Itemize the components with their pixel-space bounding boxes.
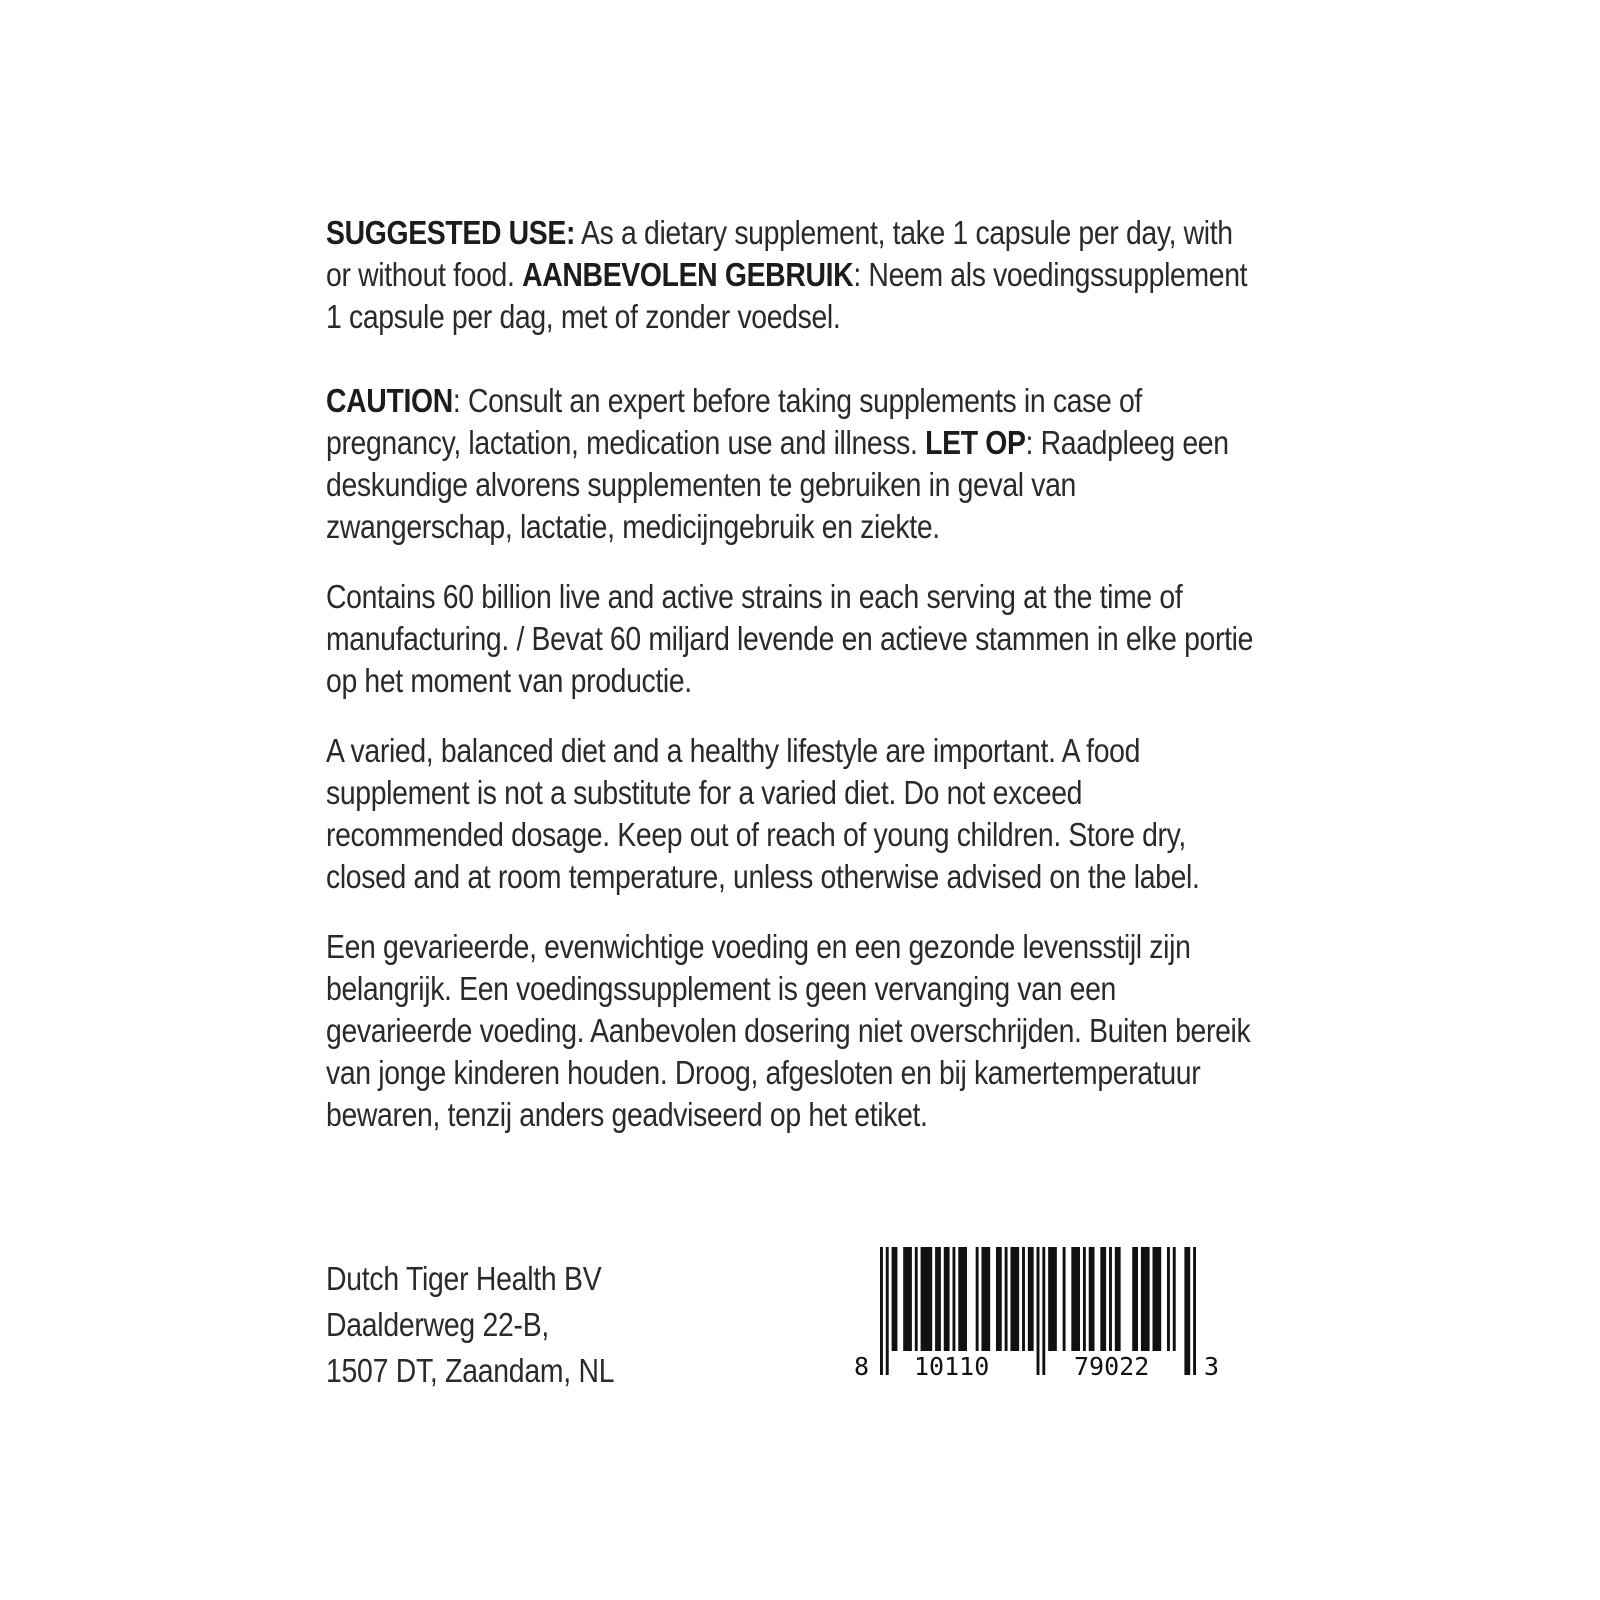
barcode-bar [1042, 1247, 1045, 1375]
disclaimer-nl-paragraph: Een gevarieerde, evenwichtige voeding en een gezonde levensstijl zijn belangrijk. Een voedingssupplement is geen vervanging van een gevarieerde voeding. Aanbevolen dosering niet overschrijden. Buiten bereik van jonge kinderen houden. Droog, afgesloten en bij kamertemperatuur bewaren, tenzij anders geadviseerd op het etiket. [326, 928, 1251, 1133]
barcode-bar [996, 1247, 1002, 1351]
barcode [854, 1247, 1244, 1381]
company-name: Dutch Tiger Health BV [326, 1260, 602, 1297]
caution-heading-en: CAUTION [326, 382, 453, 419]
caution-text-nl: : Raadpleeg een deskundige alvorens supplementen te gebruiken in geval van zwangerschap, lactatie, medicijngebruik en ziekte. [326, 424, 1229, 545]
barcode-bar [903, 1247, 912, 1351]
barcode-bar [1037, 1247, 1040, 1375]
suggested-use-text-nl: : Neem als voedingssupplement 1 capsule per dag, met of zonder voedsel. [326, 256, 1248, 335]
city-address: 1507 DT, Zaandam, NL [326, 1352, 615, 1389]
barcode-bar [1083, 1247, 1086, 1351]
barcode-bar [1089, 1247, 1095, 1351]
caution-heading-nl: LET OP [925, 424, 1026, 461]
barcode-bar [1141, 1247, 1150, 1351]
suggested-use-text-en: As a dietary supplement, take 1 capsule per day, with or without food. [326, 214, 1233, 293]
suggested-use-heading-nl: AANBEVOLEN GEBRUIK [522, 256, 854, 293]
barcode-bar [921, 1247, 933, 1351]
barcode-bar [1167, 1247, 1170, 1351]
disclaimer-en-paragraph: A varied, balanced diet and a healthy lifestyle are important. A food supplement is not a substitute for a varied diet. Do not exceed recommended dosage. Keep out of reach of young children. Store dry, closed and at room temperature, unless otherwise advised on the label. [326, 732, 1200, 895]
barcode-digit-first: 8 [854, 1352, 870, 1381]
barcode-bar [915, 1247, 918, 1351]
barcode-bar [952, 1247, 955, 1351]
barcode-bar [1100, 1247, 1106, 1351]
barcode-bar [981, 1247, 990, 1351]
suggested-use-heading-en: SUGGESTED USE: [326, 214, 576, 251]
barcode-bar [1115, 1247, 1121, 1351]
barcode-bar [1010, 1247, 1019, 1351]
caution-text-en: : Consult an expert before taking supplements in case of pregnancy, lactation, medication use and illness. [326, 382, 1142, 461]
barcode-group-left: 10110 [914, 1352, 990, 1381]
label-text-block [326, 212, 1254, 1136]
barcode-bar [1022, 1247, 1025, 1351]
barcode-bar [892, 1247, 898, 1351]
caution-paragraph [326, 380, 1255, 548]
barcode-group-right: 79022 [1074, 1352, 1150, 1381]
barcode-bar [1048, 1247, 1057, 1351]
barcode-bar [1071, 1247, 1080, 1351]
barcode-bar [1184, 1247, 1190, 1375]
barcode-bar [1005, 1247, 1008, 1351]
barcode-bar [935, 1247, 941, 1351]
contains-paragraph: Contains 60 billion live and active strains in each serving at the time of manufacturing. / Bevat 60 miljard levende en actieve stammen in elke portie op het moment van productie. [326, 578, 1254, 699]
street-address: Daalderweg 22-B, [326, 1306, 550, 1343]
suggested-use-paragraph [326, 212, 1255, 338]
barcode-bar [1063, 1247, 1066, 1351]
barcode-bar [958, 1247, 967, 1351]
barcode-bar [880, 1247, 883, 1375]
barcode-digit-last: 3 [1204, 1352, 1220, 1381]
barcode-bar [1028, 1247, 1034, 1351]
barcode-bar [1153, 1247, 1162, 1351]
barcode-bar [1173, 1247, 1176, 1351]
barcode-bar [976, 1247, 979, 1351]
company-address [326, 1256, 614, 1394]
barcode-graphic [854, 1247, 1244, 1381]
barcode-bar [944, 1247, 950, 1351]
barcode-bar [1132, 1247, 1138, 1351]
barcode-bar [1109, 1247, 1112, 1351]
barcode-bar [886, 1247, 889, 1375]
barcode-bar [1193, 1247, 1196, 1375]
